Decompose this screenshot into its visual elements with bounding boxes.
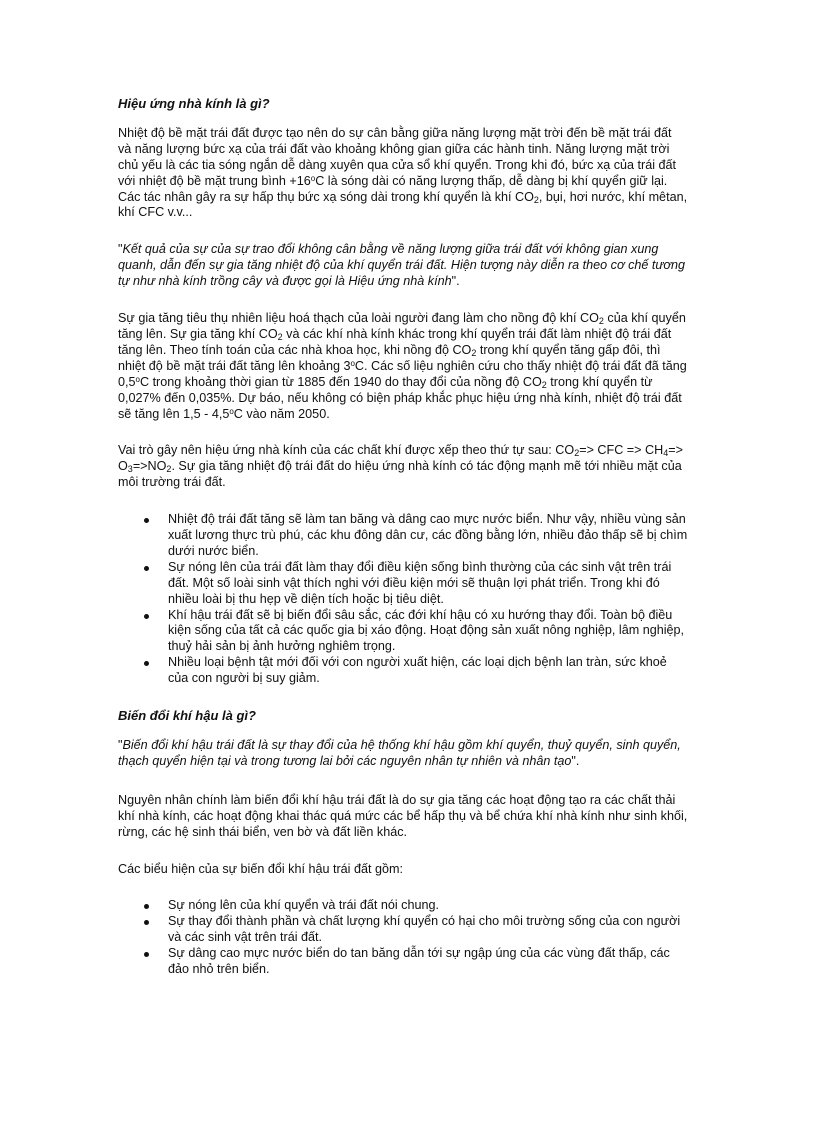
- superscript: o: [350, 358, 355, 368]
- list-item-text: Khí hậu trái đất sẽ bị biến đổi sâu sắc, các đới khí hậu có xu hướng thay đổi. Toàn bộ điều kiện sống của tất cả các quốc gia bị xáo động. Hoạt động sản xuất nông nghiệp, lâm nghiệp, thuỷ hải sản bị ảnh hưởng nghiêm trọng.: [168, 607, 685, 654]
- quote-text: Biến đổi khí hậu trái đất là sự thay đổi của hệ thống khí hậu gồm khí quyển, thuỷ quyển, sinh quyển, thạch quyển hiện tại và trong tương lai bởi các nguyên nhân tự nhiên và nhân tạo: [118, 738, 681, 768]
- paragraph-main-cause: Nguyên nhân chính làm biến đổi khí hậu trái đất là do sự gia tăng các hoạt động tạo ra các chất thải khí nhà kính, các hoạt động khai thác quá mức các bể hấp thụ và bể chứa khí nhà kính như sinh khối, rừng, các hệ sinh thái biển, ven bờ và đất liền khác.: [118, 792, 688, 839]
- quote-climate-change-definition: [118, 738, 688, 770]
- list-item-text: Sự nóng lên của khí quyển và trái đất nói chung.: [168, 898, 439, 913]
- subscript: 2: [541, 379, 547, 390]
- text-run: Sự gia tăng tiêu thụ nhiên liệu hoá thạch của loài người đang làm cho nồng độ khí CO: [118, 311, 599, 326]
- text-run: , bụi, hơi nước, khí mêtan, khí CFC v.v...: [118, 189, 688, 220]
- bullet-icon: [144, 920, 149, 925]
- document-page: [118, 96, 688, 978]
- subscript: 2: [533, 194, 539, 205]
- text-run: và các khí nhà kính khác trong khí quyển trái đất làm nhiệt độ trái đất tăng lên. Theo tính toán của các nhà khoa học, khi nồng độ CO: [118, 326, 672, 357]
- paragraph-gas-ranking: [118, 443, 688, 491]
- text-run: C là sóng dài có năng lượng thấp, dễ dàng bị khí quyển giữ lại. Các tác nhân gây ra sự hấp thụ bức xạ sóng dài trong khí quyển là khí CO: [118, 173, 668, 204]
- text-run: trong khí quyển tăng gấp đôi, thì nhiệt độ bề mặt trái đất tăng lên khoảng 3: [118, 342, 661, 373]
- text-run: C trong khoảng thời gian từ 1885 đến 1940 do thay đổi của nồng độ CO: [139, 374, 542, 389]
- text-run: => O: [118, 443, 683, 474]
- text-run: Nhiệt độ bề mặt trái đất được tạo nên do sự cân bằng giữa năng lượng mặt trời đến bề mặt trái đất và năng lượng bức xạ của trái đất vào khoảng không gian giữa các hành tinh. Năng lượng mặt trời chủ yếu là các tia sóng ngắn dễ dàng xuyên qua cửa sổ khí quyển. Trong khi đó, bức xạ của trái đất với nhiệt độ bề mặt trung bình +16: [118, 125, 677, 188]
- subscript: 2: [277, 331, 283, 342]
- list-item-text: Nhiều loại bệnh tật mới đối với con người xuất hiện, các loại dịch bệnh lan tràn, sức khoẻ của con người bị suy giảm.: [168, 655, 667, 686]
- superscript: o: [310, 173, 316, 183]
- superscript: o: [229, 406, 234, 416]
- bullet-list-manifestations: [118, 898, 688, 978]
- subscript: 4: [663, 448, 669, 459]
- text-run: => CFC => CH: [579, 443, 664, 458]
- bullet-list-effects: [118, 512, 688, 687]
- quote-text: Kết quả của sự của sự trao đổi không cân bằng về năng lượng giữa trái đất với không gian xung quanh, dẫn đến sự gia tăng nhiệt độ của khí quyển trái đất. Hiện tượng này diễn ra theo cơ chế tương tự như nhà kính trồng cây và được gọi là Hiệu ứng nhà kính: [118, 242, 685, 289]
- list-item: [118, 655, 688, 687]
- subscript: 2: [574, 448, 580, 459]
- quote-open: ": [118, 738, 123, 752]
- bullet-icon: [144, 952, 149, 957]
- bullet-icon: [144, 614, 149, 619]
- quote-close: ".: [571, 753, 580, 768]
- list-item: [118, 560, 688, 608]
- bullet-icon: [144, 661, 149, 666]
- quote-open: ": [118, 242, 123, 257]
- text-run: C vào năm 2050.: [233, 406, 330, 421]
- text-run: =>NO: [132, 459, 167, 474]
- text-run: trong khí quyển từ 0,027% đến 0,035%. Dự báo, nếu không có biện pháp khắc phục hiệu ứng nhà kính, nhiệt độ trái đất sẽ tăng lên 1,5 - 4,5: [118, 374, 682, 421]
- list-item-text: Sự dâng cao mực nước biển do tan băng dẫn tới sự ngập úng của các vùng đất thấp, các đảo nhỏ trên biển.: [168, 946, 670, 977]
- subscript: 2: [598, 316, 604, 327]
- text-run: C. Các số liệu nghiên cứu cho thấy nhiệt độ trái đất đã tăng 0,5: [118, 358, 687, 389]
- paragraph-surface-temperature: [118, 126, 688, 221]
- subscript: 3: [127, 464, 133, 475]
- subscript: 2: [471, 347, 477, 358]
- list-item: [118, 512, 688, 560]
- paragraph-fossil-fuel: [118, 311, 688, 422]
- list-item-text: Nhiệt độ trái đất tăng sẽ làm tan băng và dâng cao mực nước biển. Như vậy, nhiều vùng sản xuất lương thực trù phú, các khu đông dân cư, các đồng bằng lớn, nhiều đảo thấp sẽ bị chìm dưới nước biển.: [168, 512, 688, 558]
- paragraph-manifestations-intro: Các biểu hiện của sự biến đổi khí hậu trái đất gồm:: [118, 861, 403, 876]
- list-item-text: Sự thay đổi thành phần và chất lượng khí quyển có hại cho môi trường sống của con người và các sinh vật trên trái đất.: [168, 914, 681, 945]
- list-item: [118, 914, 688, 946]
- bullet-icon: [144, 518, 149, 523]
- list-item: [118, 898, 688, 914]
- list-item: [118, 946, 688, 978]
- quote-close: ".: [451, 274, 460, 289]
- text-run: . Sự gia tăng nhiệt độ trái đất do hiệu ứng nhà kính có tác động mạnh mẽ tới nhiều mặt của môi trường trái đất.: [118, 459, 682, 490]
- text-run: của khí quyển tăng lên. Sự gia tăng khí CO: [118, 311, 686, 341]
- bullet-icon: [144, 566, 149, 571]
- text-run: Vai trò gây nên hiệu ứng nhà kính của các chất khí được xếp theo thứ tự sau: CO: [118, 443, 575, 458]
- quote-greenhouse-definition: [118, 242, 688, 290]
- heading-climate-change: Biến đổi khí hậu là gì?: [118, 708, 256, 724]
- subscript: 2: [166, 464, 172, 475]
- heading-greenhouse-effect: Hiệu ứng nhà kính là gì?: [118, 96, 270, 111]
- list-item: [118, 608, 688, 656]
- list-item-text: Sự nóng lên của trái đất làm thay đổi điều kiện sống bình thường của các sinh vật trên trái đất. Một số loài sinh vật thích nghi với điều kiện mới sẽ thuận lợi phát triển. Trong khi đó nhiều loài bị thu hẹp về diện tích hoặc bị tiêu diệt.: [168, 559, 672, 606]
- bullet-icon: [144, 904, 149, 909]
- superscript: o: [135, 374, 140, 384]
